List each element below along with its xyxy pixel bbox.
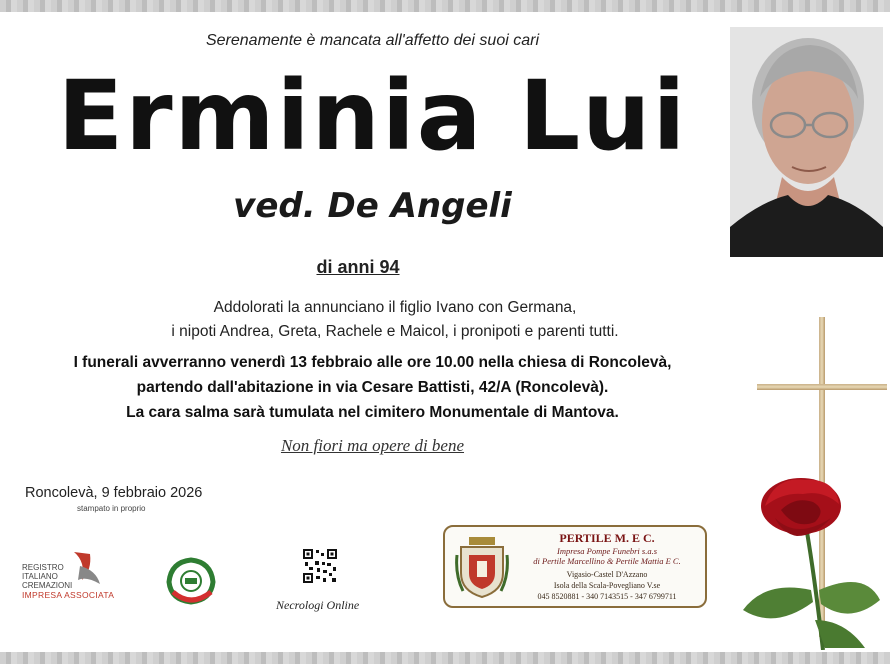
- funeral-home-line: Vigasio-Castel D'Azzano: [566, 570, 648, 579]
- place-date: Roncolevà, 9 febbraio 2026: [25, 485, 203, 501]
- funeral-home-line: di Pertile Marcellino & Pertile Mattia E C.: [533, 556, 681, 566]
- necrologi-online-logo: Necrologi Online: [276, 598, 360, 612]
- coat-of-arms-icon: [455, 535, 509, 599]
- deceased-name: Erminia Lui: [57, 60, 688, 172]
- funeral-line: partendo dall'abitazione in via Cesare Battisti, 42/A (Roncolevà).: [136, 379, 609, 396]
- announcement-line: Addolorati la annunciano il figlio Ivano con Germana,: [213, 299, 577, 316]
- age-text: di anni 94: [316, 257, 400, 277]
- funeral-line: I funerali avverranno venerdì 13 febbraio alle ore 10.00 nella chiesa di Roncolevà,: [73, 354, 672, 371]
- rose-icon: [735, 470, 885, 650]
- funeral-home-line: Impresa Pompe Funebri s.a.s: [556, 546, 658, 556]
- motto: Non fiori ma opere di bene: [280, 436, 465, 455]
- frame-bottom-border: [0, 652, 890, 664]
- announcement: [0, 296, 790, 344]
- qr-code-icon[interactable]: [302, 548, 338, 584]
- rici-line: ITALIANO: [22, 572, 58, 581]
- portrait-illustration: [730, 27, 883, 257]
- funeral-home-line: Isola della Scala-Povegliano V.se: [553, 581, 661, 590]
- funeral-line: La cara salma sarà tumulata nel cimitero Monumentale di Mantova.: [126, 404, 619, 421]
- tricolor-badge-icon: [163, 556, 219, 606]
- funeral-home-card: [443, 525, 707, 608]
- frame-top-border: [0, 0, 890, 12]
- intro-text: Serenamente è mancata all'affetto dei suoi cari: [205, 32, 540, 49]
- portrait-photo: [730, 27, 883, 257]
- funeral-home-phones: 045 8520881 - 340 7143515 - 347 6799711: [537, 592, 677, 601]
- age-line: [0, 257, 716, 278]
- rici-line: CREMAZIONI: [22, 581, 73, 590]
- funeral-details: [0, 350, 745, 425]
- rici-subtitle: IMPRESA ASSOCIATA: [22, 590, 115, 600]
- announcement-line: i nipoti Andrea, Greta, Rachele e Maicol, i pronipoti e parenti tutti.: [171, 323, 619, 340]
- funeral-home-title: PERTILE M. E C.: [559, 531, 655, 545]
- rici-line: REGISTRO: [22, 563, 64, 572]
- cross-horizontal: [757, 384, 887, 390]
- widow-of: ved. De Angeli: [233, 186, 512, 226]
- printed-note: stampato in proprio: [77, 504, 146, 513]
